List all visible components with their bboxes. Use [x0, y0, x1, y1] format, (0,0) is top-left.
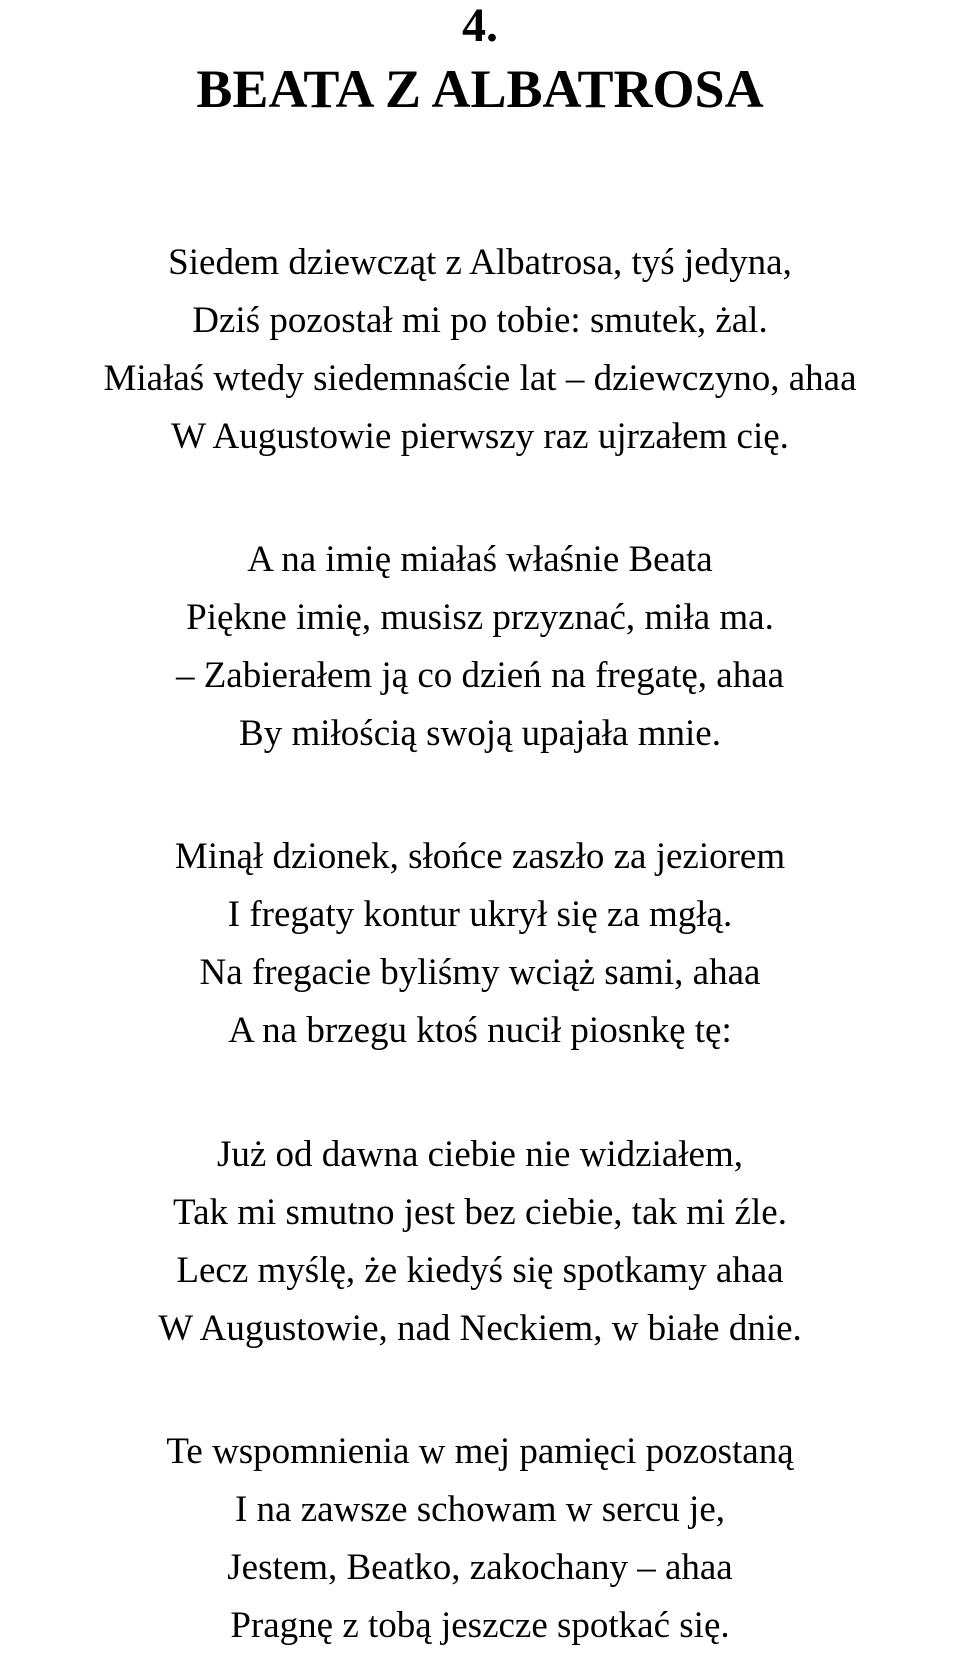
lyric-line: Piękne imię, musisz przyznać, miła ma.: [186, 597, 774, 638]
lyric-line: Już od dawna ciebie nie widziałem,: [216, 1134, 744, 1175]
lyric-line: Na fregacie byliśmy wciąż sami, ahaa: [199, 952, 761, 993]
stanza-3: [0, 828, 960, 1060]
stanza-2: [0, 531, 960, 763]
stanza-1: [0, 234, 960, 466]
lyric-line: I na zawsze schowam w sercu je,: [234, 1489, 726, 1530]
song-number: 4.: [462, 0, 498, 52]
song-title: BEATA Z ALBATROSA: [196, 59, 764, 119]
lyric-line: Pragnę z tobą jeszcze spotkać się.: [230, 1605, 730, 1646]
lyric-line: Minął dzionek, słońce zaszło za jeziorem: [174, 836, 786, 877]
lyric-line: – Zabierałem ją co dzień na fregatę, ahaa: [175, 655, 785, 696]
stanza-4: [0, 1126, 960, 1358]
stanza-5: [0, 1423, 960, 1655]
lyric-line: Jestem, Beatko, zakochany – ahaa: [227, 1547, 733, 1588]
lyric-line: Lecz myślę, że kiedyś się spotkamy ahaa: [176, 1250, 784, 1291]
lyric-line: Miałaś wtedy siedemnaście lat – dziewczyno, ahaa: [103, 358, 857, 399]
lyric-line: W Augustowie, nad Neckiem, w białe dnie.: [158, 1308, 802, 1349]
lyric-line: I fregaty kontur ukrył się za mgłą.: [227, 894, 733, 935]
lyric-line: Dziś pozostał mi po tobie: smutek, żal.: [192, 300, 768, 341]
lyric-line: W Augustowie pierwszy raz ujrzałem cię.: [171, 416, 789, 457]
lyric-line: A na imię miałaś właśnie Beata: [247, 539, 713, 580]
lyric-line: Te wspomnienia w mej pamięci pozostaną: [166, 1431, 794, 1472]
lyric-line: Siedem dziewcząt z Albatrosa, tyś jedyna,: [168, 242, 792, 283]
lyric-line: A na brzegu ktoś nucił piosnkę tę:: [228, 1010, 732, 1051]
lyric-line: By miłością swoją upajała mnie.: [239, 713, 721, 754]
lyric-line: Tak mi smutno jest bez ciebie, tak mi źle.: [173, 1192, 787, 1233]
